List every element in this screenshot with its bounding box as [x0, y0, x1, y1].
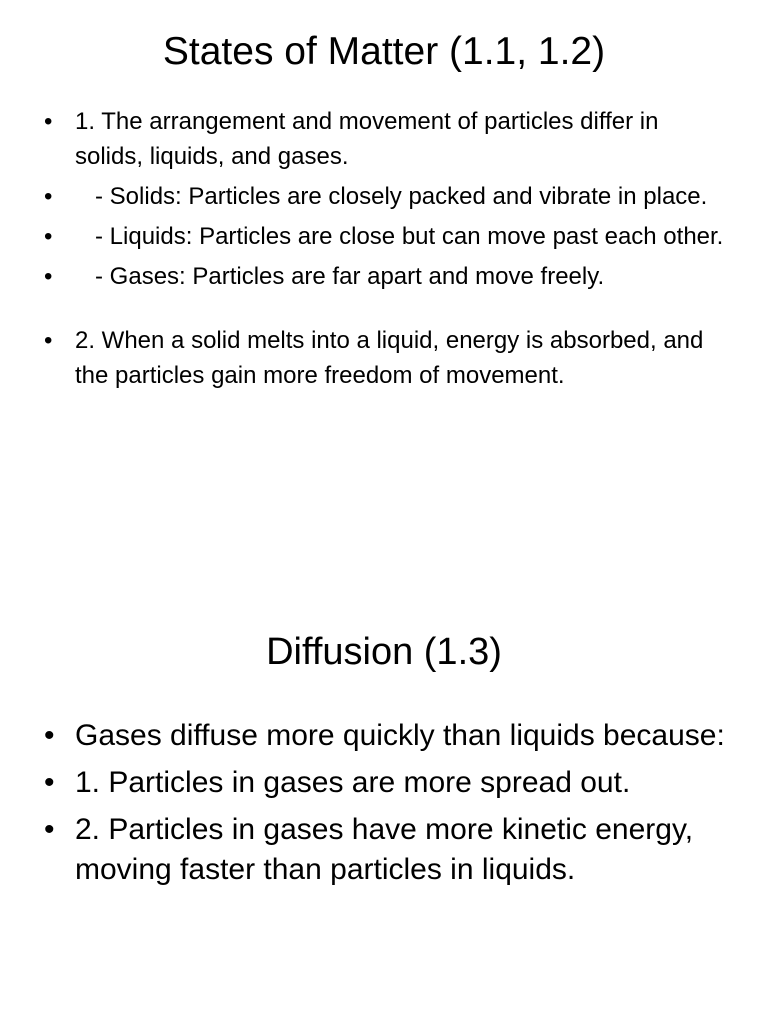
bullet-dot-icon: •	[44, 327, 53, 354]
bullet-dot-icon: •	[44, 108, 53, 135]
bullet-item	[0, 323, 768, 393]
bullet-item	[0, 104, 768, 174]
bullet-dot-icon: •	[44, 766, 55, 799]
bullet-text: 2. When a solid melts into a liquid, energy is absorbed, and the particles gain more freedom of movement.	[75, 327, 704, 389]
bullet-dot-icon: •	[44, 813, 55, 846]
slide-diffusion	[0, 512, 768, 1024]
bullet-list	[0, 104, 768, 398]
slide-title: States of Matter (1.1, 1.2)	[162, 30, 606, 73]
bullet-item	[0, 763, 768, 803]
bullet-text: - Solids: Particles are closely packed and vibrate in place.	[75, 183, 708, 210]
bullet-text: - Gases: Particles are far apart and move freely.	[75, 263, 605, 290]
bullet-text: 2. Particles in gases have more kinetic energy, moving faster than particles in liquids.	[75, 813, 694, 886]
bullet-dot-icon: •	[44, 719, 55, 752]
bullet-dot-icon: •	[44, 183, 53, 210]
bullet-item	[0, 716, 768, 756]
bullet-dot-icon: •	[44, 223, 53, 250]
bullet-text: 1. The arrangement and movement of particles differ in solids, liquids, and gases.	[75, 108, 659, 170]
bullet-item	[0, 259, 768, 294]
slide-title: Diffusion (1.3)	[266, 631, 502, 673]
bullet-text: - Liquids: Particles are close but can move past each other.	[75, 223, 724, 250]
bullet-dot-icon: •	[44, 263, 53, 290]
bullet-text: Gases diffuse more quickly than liquids because:	[75, 719, 725, 752]
bullet-text: 1. Particles in gases are more spread out.	[75, 766, 631, 799]
bullet-item	[0, 219, 768, 254]
bullet-item	[0, 179, 768, 214]
bullet-list	[0, 716, 768, 897]
bullet-item	[0, 810, 768, 890]
